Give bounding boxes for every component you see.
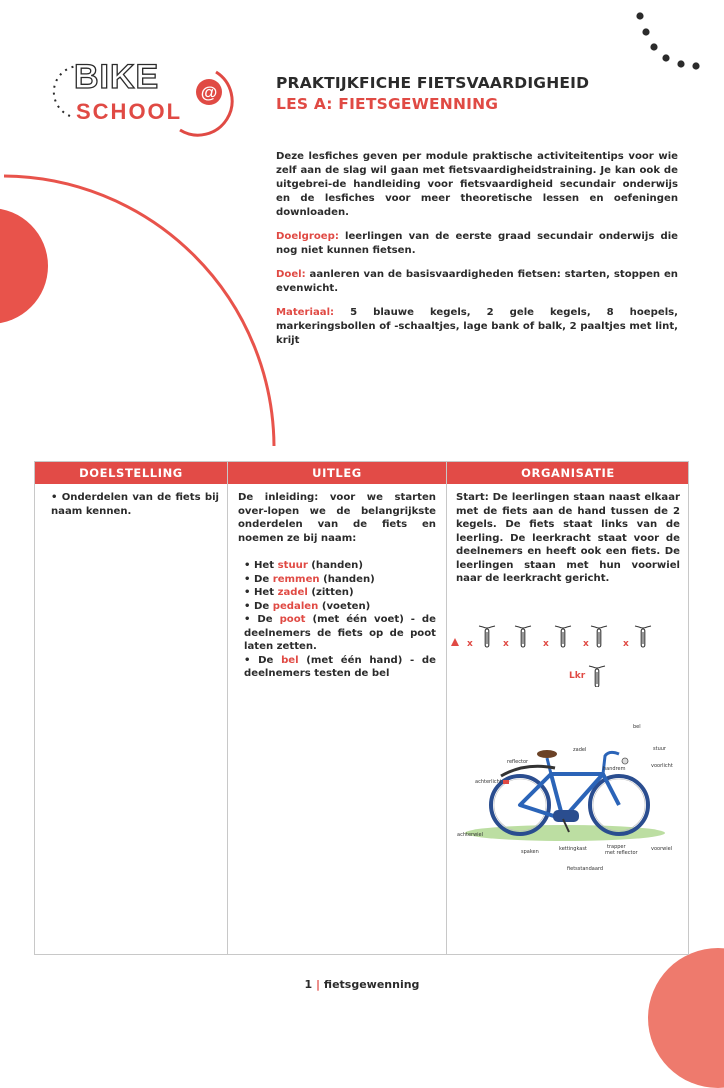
svg-text:BIKE: BIKE	[74, 58, 160, 96]
doel-paragraph	[276, 268, 678, 296]
page-title: PRAKTIJKFICHE FIETSVAARDIGHEID	[276, 74, 590, 92]
list-item: • Het zadel (zitten)	[244, 587, 354, 598]
doelstelling-cell: • Onderdelen van de fiets bij naam kennen.	[51, 492, 219, 517]
bike-label-achterlicht: achterlicht	[475, 779, 502, 785]
bike-label-zadel: zadel	[573, 747, 587, 753]
intro-paragraph: Deze lesfiches geven per module praktische activiteitentips voor wie zelf aan de slag wil gaan met fietsvaardigheidstraining. Je kan ook de uitgebrei-de handleiding voor fietsvaardigheid secundair onderwijs en de lesfiches voor meer theoretische lessen en oefeningen downloaden.	[276, 151, 678, 218]
doelgroep-text: leerlingen van de eerste graad secundair onderwijs die nog niet kunnen fietsen.	[276, 231, 678, 256]
column-divider	[446, 462, 447, 954]
bike-label-achterwiel: achterwiel	[457, 832, 484, 838]
uitleg-intro: De inleiding: voor we starten over-lopen we de belangrijkste onderdelen van de fiets en noemen ze bij naam:	[238, 492, 436, 544]
bike-label-handrem: handrem	[603, 766, 626, 772]
page-footer	[0, 978, 724, 991]
bike-label-met-reflector: met reflector	[605, 850, 638, 856]
doel-text: aanleren van de basisvaardigheden fietsen: starten, stoppen en evenwicht.	[276, 269, 678, 294]
materiaal-text: 5 blauwe kegels, 2 gele kegels, 8 hoepels, markeringsbollen of -schaaltjes, lage bank of balk, 2 paaltjes met lint, krijt	[276, 307, 679, 346]
materiaal-label: Materiaal:	[276, 307, 335, 318]
bike-label-kettingkast: kettingkast	[559, 846, 587, 852]
teacher-bike-icon	[589, 666, 605, 687]
footer-separator: |	[316, 978, 321, 991]
footer-label: fietsgewenning	[323, 978, 420, 991]
svg-text:SCHOOL: SCHOOL	[76, 99, 183, 124]
student-marker: x	[543, 639, 549, 649]
bike-icon	[515, 626, 531, 647]
bike-parts-list	[238, 559, 436, 681]
organisation-diagram	[447, 607, 690, 687]
doelgroep-label: Doelgroep:	[276, 231, 339, 242]
header-doelstelling: DOELSTELLING	[79, 466, 183, 480]
cone-icon	[451, 638, 459, 646]
lesson-table	[34, 461, 689, 955]
bicycle-illustration	[455, 720, 687, 880]
student-marker: x	[583, 639, 589, 649]
bike-label-voorwiel: voorwiel	[651, 846, 673, 852]
bike-icon	[479, 626, 495, 647]
header-organisatie: ORGANISATIE	[521, 466, 615, 480]
list-item: • Het stuur (handen)	[244, 560, 363, 571]
list-item: • De pedalen (voeten)	[244, 600, 371, 612]
bike-icon	[555, 626, 571, 647]
organisatie-cell: Start: De leerlingen staan naast elkaar met de fiets aan de hand tussen de 2 kegels. De fiets staat links van de leerling. De leerkracht staat voor de deelnemers en heeft ook een fiets. De leerlingen staan met hun voorwiel naar de leerkracht gericht.	[456, 492, 680, 584]
bike-label-reflector: reflector	[507, 759, 529, 765]
decorative-dots-top-right	[630, 8, 710, 78]
doelgroep-paragraph	[276, 230, 678, 258]
student-marker: x	[623, 639, 629, 649]
bike-label-spaken: spaken	[521, 849, 539, 855]
bike-icon	[635, 626, 651, 647]
header-uitleg: UITLEG	[312, 466, 362, 480]
list-item: • De poot (met één voet) - de deelnemers de fiets op de poot laten zetten.	[244, 614, 436, 652]
bike-school-logo	[48, 46, 248, 146]
list-item: • De remmen (handen)	[244, 573, 375, 585]
materiaal-paragraph	[276, 306, 678, 348]
student-marker: x	[503, 639, 509, 649]
uitleg-cell	[238, 491, 436, 681]
bike-label-stuur: stuur	[653, 746, 666, 752]
bike-label-fietsstandaard: fietsstandaard	[567, 866, 604, 872]
bike-label-voorlicht: voorlicht	[651, 763, 673, 769]
list-item: • De bel (met één hand) - de deelnemers testen de bel	[244, 654, 436, 679]
bike-label-bel: bel	[633, 724, 641, 730]
intro-section	[276, 150, 678, 358]
bike-icon	[591, 626, 607, 647]
doel-label: Doel:	[276, 269, 306, 280]
table-header	[35, 462, 688, 484]
column-divider	[227, 462, 228, 954]
page-subtitle: LES A: FIETSGEWENNING	[276, 95, 499, 113]
teacher-label: Lkr	[569, 671, 586, 681]
decorative-circle-bottom-right	[648, 948, 724, 1088]
bike-label-trapper: trapper	[607, 844, 626, 850]
page-number: 1	[304, 978, 313, 991]
svg-text:@: @	[200, 83, 218, 102]
student-marker: x	[467, 639, 473, 649]
